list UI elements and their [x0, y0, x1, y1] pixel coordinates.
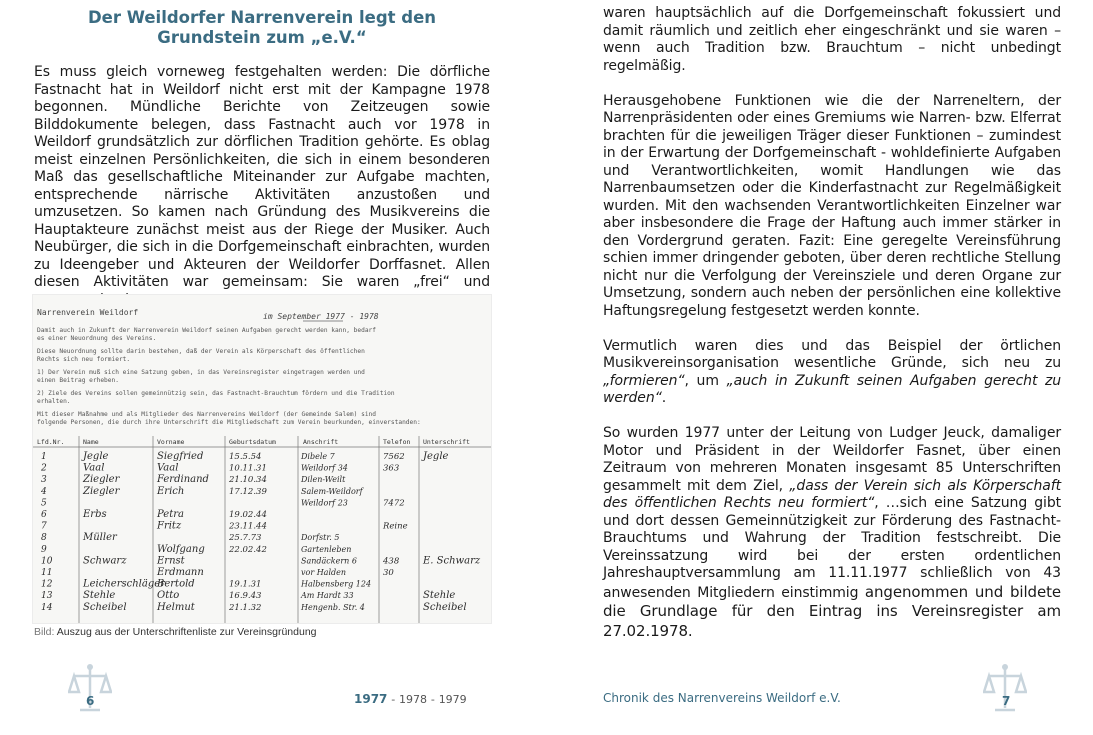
paragraph-2: Herausgehobene Funktionen wie die der Narreneltern, der Narrenpräsidenten oder eines Gremiums wie Narren- bzw. Elferrat brachten für die jeweiligen Träger dieser Funktionen – zumindest in der Erwartung der Dorfgemeinschaft - wohldefinierte Aufgaben und Verantwortlichkeiten, womit Handlungen wie das Narrenbaumsetzen oder die Kinderfastnacht zur Regelmäßigkeit wurden. Mit den wachsenden Verantwortlichkeiten Einzelner war aber insbesondere die Frage der Haftung auch immer stärker in den Vordergrund geraten. Fazit: Eine geregelte Vereinsführung schien immer dringender geboten, über deren rechtliche Stellung nicht nur die Verfolgung der Vereinsziele und deren Organe zur Umsetzung, sondern auch neben der persönlichen eine kollektive Haftungsregelung festgesetzt werden konnte.: [603, 92, 1061, 319]
column-header: Geburtsdatum: [229, 438, 276, 446]
jester-scale-icon: [68, 662, 112, 718]
signature-cell: Scheibel: [423, 601, 467, 613]
year-separator: -: [430, 693, 435, 706]
quote-aufgaben: „auch in Zukunft seinen Aufgaben gerecht zu werden“: [603, 372, 1061, 406]
page-number-left: 6: [86, 694, 95, 708]
caption-label: Bild:: [34, 626, 55, 638]
signature-cell: Helmut: [157, 601, 195, 613]
signature-cell: 30: [383, 568, 394, 578]
signature-cell: Gartenleben: [301, 544, 352, 554]
signature-cell: vor Halden: [301, 568, 347, 577]
signature-cell: 15.5.54: [229, 452, 262, 462]
signature-cell: 438: [383, 556, 400, 567]
paragraph-4-text: , …sich eine Satzung gibt und dort dessen Gemeinnützigkeit zur Förderung des Fastnacht-Brauchtums und Wahrung der Tradition festschreibt. Die Vereinssatzung wird bei der ersten ordentlichen Jahreshauptversammlung am 11.11.1977 schließlich von 43 anwesenden Mitgliedern einstimmig: [603, 495, 1061, 601]
signature-cell: Leicherschläger: [83, 578, 165, 590]
signature-cell: Dorfstr. 5: [301, 533, 340, 543]
paragraph-3-text: Vermutlich waren dies und das Beispiel der örtlichen Musikvereinsorganisation wesentliche Gründe, sich neu zu: [603, 337, 1061, 371]
footer-chronik: Chronik des Narrenvereins Weildorf e.V.: [603, 691, 841, 705]
signature-cell: Reine: [383, 521, 408, 532]
column-header: Vorname: [157, 438, 185, 446]
signature-cell: 22.02.42: [229, 544, 267, 555]
document-org: Narrenverein Weildorf: [37, 308, 139, 317]
signature-cell: Erdmann: [157, 567, 204, 578]
signature-cell: Stehle: [423, 590, 456, 602]
signature-cell: 25.7.73: [229, 533, 262, 544]
paragraph-3-text: , um: [684, 372, 727, 389]
year-separator: -: [391, 693, 396, 706]
image-caption: [34, 626, 317, 638]
signature-cell: 2: [41, 463, 47, 474]
signature-cell: Wolfgang: [157, 543, 205, 555]
paragraph-1: waren hauptsächlich auf die Dorfgemeinschaft fokussiert und damit räumlich und zeitlich eher eingeschränkt und sie waren – wenn auch Tradition bzw. Brauchtum – nicht unbedingt regelmäßig.: [603, 5, 1061, 74]
column-header: Telefon: [383, 438, 411, 446]
paragraph-4: [603, 425, 1061, 641]
caption-text: Auszug aus der Unterschriftenliste zur Vereinsgründung: [56, 626, 317, 638]
signature-cell: Stehle: [83, 590, 116, 602]
year-next: 1978: [399, 693, 428, 706]
signature-cell: Müller: [83, 532, 117, 544]
signature-rows: [40, 451, 481, 613]
year-next: 1979: [438, 693, 467, 706]
signature-cell: 8: [41, 533, 47, 544]
signature-cell: Ziegler: [83, 485, 120, 497]
signature-cell: 10: [41, 556, 53, 567]
signature-cell: Siegfried: [157, 451, 204, 462]
signature-list-scan: [32, 294, 492, 624]
column-header: Lfd.Nr.: [37, 438, 65, 446]
signature-cell: 10.11.31: [229, 463, 267, 474]
signature-cell: 21.10.34: [229, 475, 267, 486]
signature-cell: 363: [383, 463, 400, 474]
article-title: Der Weildorfer Narrenverein legt den Grundstein zum „e.V.“: [87, 8, 437, 47]
signature-cell: Halbensberg 124: [301, 579, 372, 589]
signature-cell: 19.02.44: [229, 510, 267, 520]
document-text-lines: [37, 327, 421, 426]
quote-koerperschaft: „dass der Verein sich als Körperschaft des öffentlichen Rechts neu formiert“: [603, 477, 1061, 511]
signature-list-document: [33, 295, 491, 623]
signature-cell: 16.9.43: [229, 591, 262, 602]
signature-cell: 17.12.39: [229, 486, 267, 497]
paragraph-4-text: So wurden 1977 unter der Leitung von Ludger Jeuck, damaliger Motor und Präsident in der Weildorfer Fasnet, über einen Zeitraum von mehreren Monaten insgesamt 85 Unterschriften gesammelt mit dem Ziel,: [603, 425, 1061, 494]
signature-cell: Ziegler: [83, 474, 120, 486]
right-page: [547, 0, 1093, 735]
document-date: im September 1977 - 1978: [263, 312, 379, 321]
signature-cell: 23.11.44: [229, 521, 267, 532]
right-page-body: [603, 5, 1061, 659]
signature-cell: Dibele 7: [301, 452, 335, 461]
signature-cell: 11: [41, 568, 53, 578]
signature-cell: Jegle: [423, 451, 449, 462]
signature-cell: Bertold: [157, 578, 195, 590]
footer-years: [354, 692, 467, 706]
signature-cell: 7562: [383, 452, 405, 462]
signature-cell: Vaal: [83, 462, 105, 474]
signature-cell: Erich: [157, 485, 185, 497]
document-line: Mit dieser Maßnahme und als Mitglieder des Narrenvereins Weildorf (der Gemeinde Salem) sind: [37, 411, 376, 418]
paragraph-3: [603, 338, 1061, 408]
signature-cell: Hengenb. Str. 4: [301, 602, 365, 612]
signature-cell: Weildorf 23: [301, 498, 348, 508]
signature-cell: Salem-Weildorf: [301, 486, 363, 496]
column-header: Unterschrift: [423, 438, 470, 446]
signature-cell: 14: [41, 602, 53, 613]
signature-cell: Schwarz: [83, 555, 127, 567]
signature-cell: Erbs: [83, 509, 107, 520]
signature-cell: E. Schwarz: [423, 555, 481, 567]
signature-cell: Weildorf 34: [301, 463, 348, 473]
page-number-right: 7: [1002, 694, 1011, 708]
jester-scale-icon: [983, 662, 1027, 718]
document-line: 1) Der Verein muß sich eine Satzung geben, in das Vereinsregister eingetragen werden und: [37, 369, 365, 376]
left-page: [0, 0, 546, 735]
signature-cell: 12: [41, 579, 53, 590]
document-line: folgende Personen, die durch ihre Unterschrift die Mitgliedschaft zum Verein beurkunden, einverstanden:: [37, 419, 421, 426]
signature-cell: Otto: [157, 590, 180, 602]
signature-cell: Jegle: [83, 451, 109, 462]
signature-cell: Ferdinand: [157, 474, 209, 486]
document-line: Diese Neuordnung sollte darin bestehen, daß der Verein als Körperschaft des öffentlichen: [37, 348, 365, 355]
signature-cell: Fritz: [157, 520, 182, 532]
document-line: Rechts sich neu formiert.: [37, 356, 131, 363]
intro-paragraph: Es muss gleich vorneweg festgehalten werden: Die dörfliche Fastnacht hat in Weildorf nicht erst mit der Kampagne 1978 begonnen. Mündliche Berichte von Zeitzeugen sowie Bilddokumente belegen, dass Fastnacht auch vor 1978 in Weildorf grundsätzlich zur dörflichen Tradition gehörte. Es oblag meist einzelnen Persönlichkeiten, die sich in einem besonderen Maß das gesellschaftliche Miteinander zur Aufgabe machten, entsprechende närrische Aktivitäten anzustoßen und umzusetzen. So kamen nach Gründung des Musikvereins die Hauptakteure zunächst meist aus der Riege der Musiker. Auch Neubürger, die sich in die Dorfgemeinschaft einbrachten, wurden zu Ideengeber und Akteuren der Weildorfer Dorffasnet. Allen diesen Aktivitäten war gemeinsam: Sie waren „frei“ und: [34, 64, 490, 290]
document-line: 2) Ziele des Vereins sollen gemeinnützig sein, das Fastnacht-Brauchtum fördern und die Tradition: [37, 390, 395, 397]
signature-cell: 6: [41, 510, 47, 520]
signature-cell: Am Hardt 33: [301, 591, 354, 601]
signature-cell: Ernst: [157, 555, 185, 567]
document-line: einen Beitrag erheben.: [37, 377, 119, 384]
signature-cell: 9: [41, 544, 47, 555]
signature-cell: Dilen-Weilt: [301, 475, 346, 485]
paragraph-4-text-large: angenommen und bildete die Grundlage für den Eintrag ins Vereinsregister am 27.02.1978.: [603, 582, 1061, 640]
column-header: Name: [83, 438, 99, 446]
signature-cell: 21.1.32: [229, 602, 262, 613]
signature-cell: 7: [41, 521, 47, 532]
signature-cell: 7472: [383, 498, 405, 509]
signature-cell: 19.1.31: [229, 579, 262, 590]
signature-cell: 5: [41, 498, 47, 509]
document-line: Damit auch in Zukunft der Narrenverein Weildorf seinen Aufgaben gerecht werden kann, bedarf: [37, 327, 376, 334]
quote-formieren: „formieren“: [603, 372, 685, 389]
document-line: erhalten.: [37, 398, 71, 405]
signature-cell: 1: [41, 452, 47, 462]
column-header: Anschrift: [303, 438, 339, 446]
signature-cell: Scheibel: [83, 601, 127, 613]
signature-cell: Petra: [157, 509, 184, 520]
year-current: 1977: [354, 692, 388, 706]
signature-cell: 13: [41, 591, 53, 602]
paragraph-3-text: .: [661, 390, 667, 406]
signature-cell: 4: [41, 486, 47, 497]
document-line: es einer Neuordnung des Vereins.: [37, 335, 157, 342]
signature-cell: 3: [41, 475, 47, 486]
signature-cell: Sandäckern 6: [301, 556, 357, 566]
signature-table-header: [37, 438, 470, 446]
signature-cell: Vaal: [157, 462, 179, 474]
